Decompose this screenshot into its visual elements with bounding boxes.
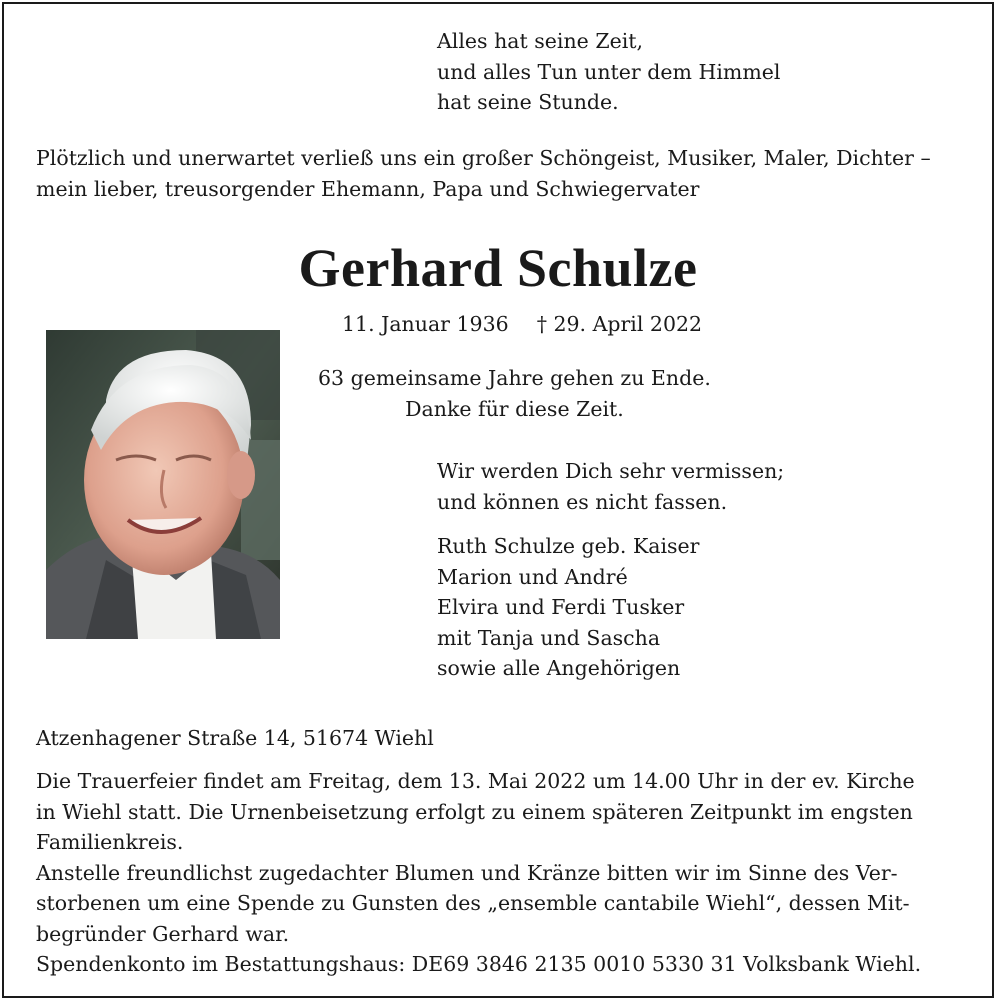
motto-line: und alles Tun unter dem Himmel <box>437 59 781 84</box>
life-dates <box>342 309 702 340</box>
family-list <box>437 531 700 684</box>
family-member: Ruth Schulze geb. Kaiser <box>437 534 700 558</box>
miss-line: und können es nicht fassen. <box>437 489 728 514</box>
service-line: begründer Gerhard war. <box>36 921 290 946</box>
service-line: in Wiehl statt. Die Urnenbeisetzung erfolgt zu einem späteren Zeitpunkt im engsten <box>36 799 913 824</box>
together-line: Danke für diese Zeit. <box>405 396 624 421</box>
intro-line: Plötzlich und unerwartet verließ uns ein großer Schöngeist, Musiker, Maler, Dichter – <box>36 146 931 170</box>
service-info <box>36 766 921 980</box>
service-line: Anstelle freundlichst zugedachter Blumen und Kränze bitten wir im Sinne des Ver- <box>36 860 898 885</box>
family-member: sowie alle Angehörigen <box>437 656 681 680</box>
family-member: mit Tanja und Sascha <box>437 625 661 650</box>
portrait-illustration <box>46 330 280 639</box>
portrait-photo <box>46 330 280 639</box>
family-member: Marion und André <box>437 564 628 589</box>
service-line: Die Trauerfeier findet am Freitag, dem 13. Mai 2022 um 14.00 Uhr in der ev. Kirche <box>36 769 915 793</box>
motto-line: hat seine Stunde. <box>437 90 619 114</box>
miss-text <box>437 456 784 517</box>
intro-text <box>36 143 931 204</box>
family-member: Elvira und Ferdi Tusker <box>437 595 685 619</box>
service-line: Familienkreis. <box>36 830 184 854</box>
address: Atzenhagener Straße 14, 51674 Wiehl <box>36 726 434 750</box>
together-line: 63 gemeinsame Jahre gehen zu Ende. <box>318 366 711 390</box>
together-text <box>318 363 711 424</box>
miss-line: Wir werden Dich sehr vermissen; <box>437 459 785 483</box>
motto-line: Alles hat seine Zeit, <box>437 29 644 53</box>
birth-date: 11. Januar 1936 <box>342 312 509 336</box>
intro-line: mein lieber, treusorgender Ehemann, Papa und Schwiegervater <box>36 176 700 201</box>
deceased-name: Gerhard Schulze <box>298 238 698 298</box>
service-line: storbenen um eine Spende zu Gunsten des „ensemble cantabile Wiehl“, dessen Mit- <box>36 891 910 915</box>
death-date: † 29. April 2022 <box>536 312 703 336</box>
donation-account: Spendenkonto im Bestattungshaus: DE69 3846 2135 0010 5330 31 Volksbank Wiehl. <box>36 952 922 976</box>
motto-verse <box>437 26 780 118</box>
